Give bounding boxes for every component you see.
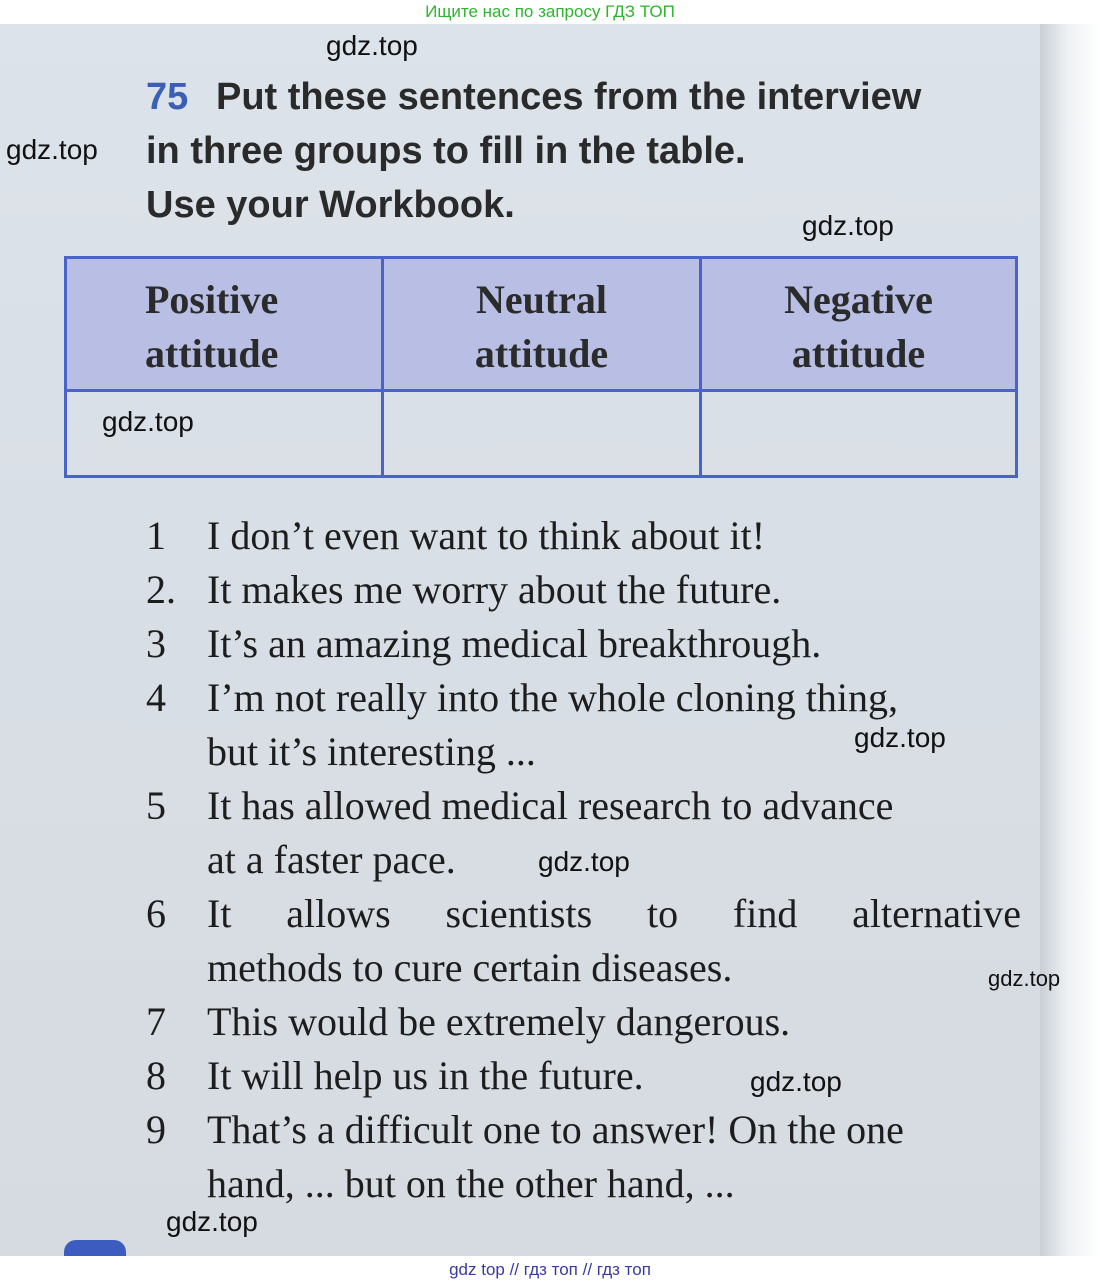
item-number: 4 (146, 675, 166, 720)
header-line: Positive (145, 277, 279, 322)
header-line: attitude (474, 331, 609, 376)
page-corner-icon (64, 1240, 126, 1256)
task-instruction-line-2: in three groups to fill in the table. (146, 130, 746, 172)
item-text: This would be extremely dangerous. (207, 999, 791, 1044)
word: find (732, 891, 798, 936)
watermark: gdz.top (538, 846, 630, 877)
item-number: 3 (146, 621, 166, 666)
item-number: 9 (146, 1107, 166, 1152)
header-line: attitude (791, 331, 926, 376)
header-line: attitude (145, 331, 279, 376)
item-text: I don’t even want to think about it! (207, 513, 766, 558)
task-instruction-line-1: Put these sentences from the interview (216, 76, 922, 118)
item-text: hand, ... but on the other hand, ... (207, 1161, 735, 1206)
item-text: It makes me worry about the future. (207, 567, 782, 612)
word: It (207, 891, 232, 936)
header-positive-attitude (67, 259, 384, 392)
item-number: 1 (146, 513, 166, 558)
word: allows (286, 891, 391, 936)
item-text: It’s an amazing medical breakthrough. (207, 621, 822, 666)
item-number: 8 (146, 1053, 166, 1098)
attitude-table (64, 256, 1018, 478)
item-text: methods to cure certain diseases. (207, 945, 733, 990)
word: alternative (852, 891, 1021, 936)
task-number: 75 (146, 76, 189, 118)
item-text: I’m not really into the whole cloning thing, (207, 675, 898, 720)
cell-negative-empty (702, 392, 1015, 475)
header-line: Neutral (475, 277, 608, 322)
word: scientists (445, 891, 593, 936)
page-gutter (1040, 24, 1100, 1256)
header-negative-attitude (702, 259, 1015, 392)
header-neutral-attitude (384, 259, 702, 392)
item-text-justified (207, 890, 1021, 937)
watermark: gdz.top (166, 1206, 258, 1237)
top-banner: Ищите нас по запросу ГДЗ ТОП (0, 0, 1100, 24)
item-text: at a faster pace. (207, 837, 456, 882)
item-number: 7 (146, 999, 166, 1044)
task-instruction-line-3: Use your Workbook. (146, 184, 515, 226)
cell-neutral-empty (384, 392, 702, 475)
bottom-banner: gdz top // гдз топ // гдз топ (0, 1256, 1100, 1284)
watermark: gdz.top (802, 210, 894, 241)
header-line: Negative (784, 277, 933, 322)
watermark: gdz.top (854, 722, 946, 753)
item-text: It has allowed medical research to advance (207, 783, 894, 828)
watermark: gdz.top (326, 30, 418, 61)
watermark: gdz.top (102, 406, 194, 437)
item-number: 2. (146, 567, 176, 612)
item-number: 5 (146, 783, 166, 828)
word: to (646, 891, 679, 936)
item-text: It will help us in the future. (207, 1053, 644, 1098)
item-text: but it’s interesting ... (207, 729, 536, 774)
watermark: gdz.top (6, 134, 98, 165)
item-text: That’s a difficult one to answer! On the one (207, 1107, 904, 1152)
item-number: 6 (146, 891, 166, 936)
watermark: gdz.top (750, 1066, 842, 1097)
watermark: gdz.top (988, 966, 1061, 991)
